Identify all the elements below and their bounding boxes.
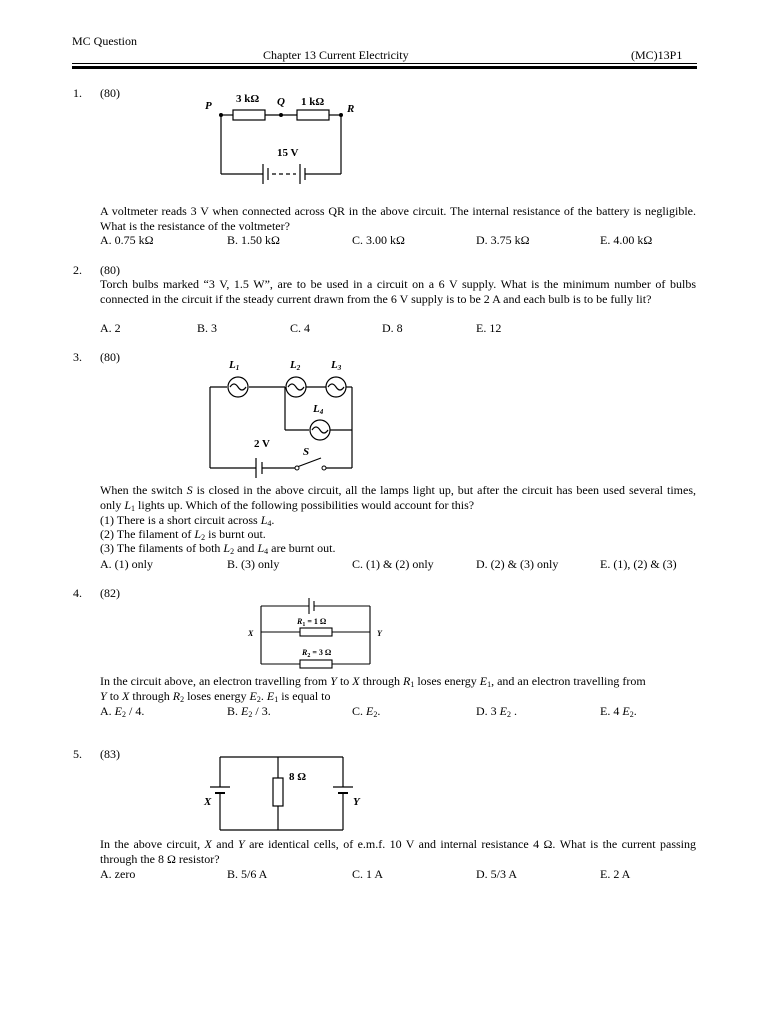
question-5-circuit-diagram [200, 752, 370, 837]
q5-option-a[interactable]: A. zero [100, 867, 136, 881]
q3-option-c[interactable]: C. (1) & (2) only [352, 557, 434, 571]
question-5-text: In the above circuit, X and Y are identical cells, of e.m.f. 10 V and internal resistance 4 Ω. What is the current passing through the 8 Ω resistor? [100, 837, 696, 866]
q5-option-b[interactable]: B. 5/6 A [227, 867, 268, 881]
label-node-p: P [205, 100, 212, 112]
question-4-circuit-diagram [245, 592, 385, 667]
header-left: MC Question [72, 34, 138, 48]
question-1-code: (80) [100, 86, 120, 100]
q3-statement-3: (3) The filaments of both $L_2$ and $L_4$ are burnt out. [100, 541, 336, 556]
label-node-r: R [347, 103, 355, 115]
label-r1: $R_1 = 1$ Ω [297, 617, 327, 628]
label-battery-2v: 2 V [254, 438, 270, 450]
label-resistor-8ohm: 8 Ω [289, 771, 307, 783]
question-1-circuit-diagram [200, 88, 370, 193]
q4-option-e[interactable]: E. 4 $E_2$. [600, 704, 637, 719]
q4-option-b[interactable]: B. $E_2 / 3$. [227, 704, 271, 719]
question-4-options [100, 704, 700, 719]
question-1-options [100, 233, 700, 248]
question-1-text: A voltmeter reads 3 V when connected across QR in the above circuit. The internal resistance of the battery is negligible. What is the resistance of the voltmeter? [100, 204, 696, 233]
label-node-y: Y [377, 629, 382, 638]
q3-option-e[interactable]: E. (1), (2) & (3) [600, 557, 677, 571]
label-cell-y: Y [353, 796, 360, 808]
q3-option-a[interactable]: A. (1) only [100, 557, 153, 571]
question-3-code: (80) [100, 350, 120, 364]
question-3-number: 3. [73, 350, 82, 364]
label-resistor-3k: 3 kΩ [236, 93, 260, 105]
header-code: (MC)13P1 [631, 48, 683, 62]
q3-statement-1: (1) There is a short circuit across $L_4$. [100, 513, 275, 528]
question-2-code: (80) [100, 263, 120, 277]
q5-option-d[interactable]: D. 5/3 A [476, 867, 518, 881]
q2-option-e[interactable]: E. 12 [476, 321, 502, 335]
q2-option-c[interactable]: C. 4 [290, 321, 311, 335]
label-lamp-l4: L4 [313, 403, 324, 416]
question-3-options [100, 557, 700, 572]
q2-option-a[interactable]: A. 2 [100, 321, 121, 335]
label-lamp-l2: L2 [290, 359, 301, 372]
label-switch-s: S [303, 446, 310, 458]
header-rule-thin [72, 63, 697, 64]
question-3-text: When the switch S is closed in the above circuit, all the lamps light up, but after the circuit has been used several times, only $L_1$ lights up. Which of the following possibilities would account for this? [100, 483, 696, 513]
header-rule-thick [72, 66, 697, 69]
question-5-number: 5. [73, 747, 82, 761]
question-2-text: Torch bulbs marked “3 V, 1.5 W”, are to be used in a circuit on a 6 V supply. What is the minimum number of bulbs connected in the circuit if the steady current drawn from the 6 V supply is to be 2 A and each bulb is to be fully lit? [100, 277, 696, 306]
label-cell-x: X [204, 796, 212, 808]
label-battery-15v: 15 V [277, 147, 299, 159]
label-lamp-l1: L1 [229, 359, 240, 372]
label-lamp-l3: L3 [331, 359, 342, 372]
label-node-q: Q [277, 96, 285, 108]
label-resistor-1k: 1 kΩ [301, 96, 325, 108]
question-4-code: (82) [100, 586, 120, 600]
question-4-text-line-1: In the circuit above, an electron travelling from Y to X through $R_1$ loses energy $E_1$, and an electron travelling from [100, 674, 646, 689]
q2-option-d[interactable]: D. 8 [382, 321, 403, 335]
q1-option-e[interactable]: E. 4.00 kΩ [600, 233, 653, 247]
q2-option-b[interactable]: B. 3 [197, 321, 218, 335]
q4-option-a[interactable]: A. $E_2 / 4$. [100, 704, 145, 719]
question-4-text-line-2: Y to X through $R_2$ loses energy $E_2$. $E_1$ is equal to [100, 689, 331, 704]
question-1-number: 1. [73, 86, 82, 100]
q3-option-d[interactable]: D. (2) & (3) only [476, 557, 559, 571]
q1-option-a[interactable]: A. 0.75 kΩ [100, 233, 154, 247]
question-2-number: 2. [73, 263, 82, 277]
question-5-options [100, 867, 700, 882]
label-r2: $R_2 = 3$ Ω [302, 648, 332, 659]
q5-option-c[interactable]: C. 1 A [352, 867, 384, 881]
q3-statement-2: (2) The filament of $L_2$ is burnt out. [100, 527, 266, 542]
question-5-code: (83) [100, 747, 120, 761]
q1-option-b[interactable]: B. 1.50 kΩ [227, 233, 280, 247]
question-3-circuit-diagram [205, 352, 360, 476]
q1-option-c[interactable]: C. 3.00 kΩ [352, 233, 405, 247]
header-chapter-title: Chapter 13 Current Electricity [263, 48, 409, 62]
question-4-number: 4. [73, 586, 82, 600]
q3-option-b[interactable]: B. (3) only [227, 557, 280, 571]
q4-option-d[interactable]: D. 3 $E_2$ . [476, 704, 518, 719]
label-node-x: X [248, 629, 254, 638]
q4-option-c[interactable]: C. $E_2$. [352, 704, 381, 719]
question-2-options [100, 321, 700, 336]
q5-option-e[interactable]: E. 2 A [600, 867, 631, 881]
q1-option-d[interactable]: D. 3.75 kΩ [476, 233, 530, 247]
